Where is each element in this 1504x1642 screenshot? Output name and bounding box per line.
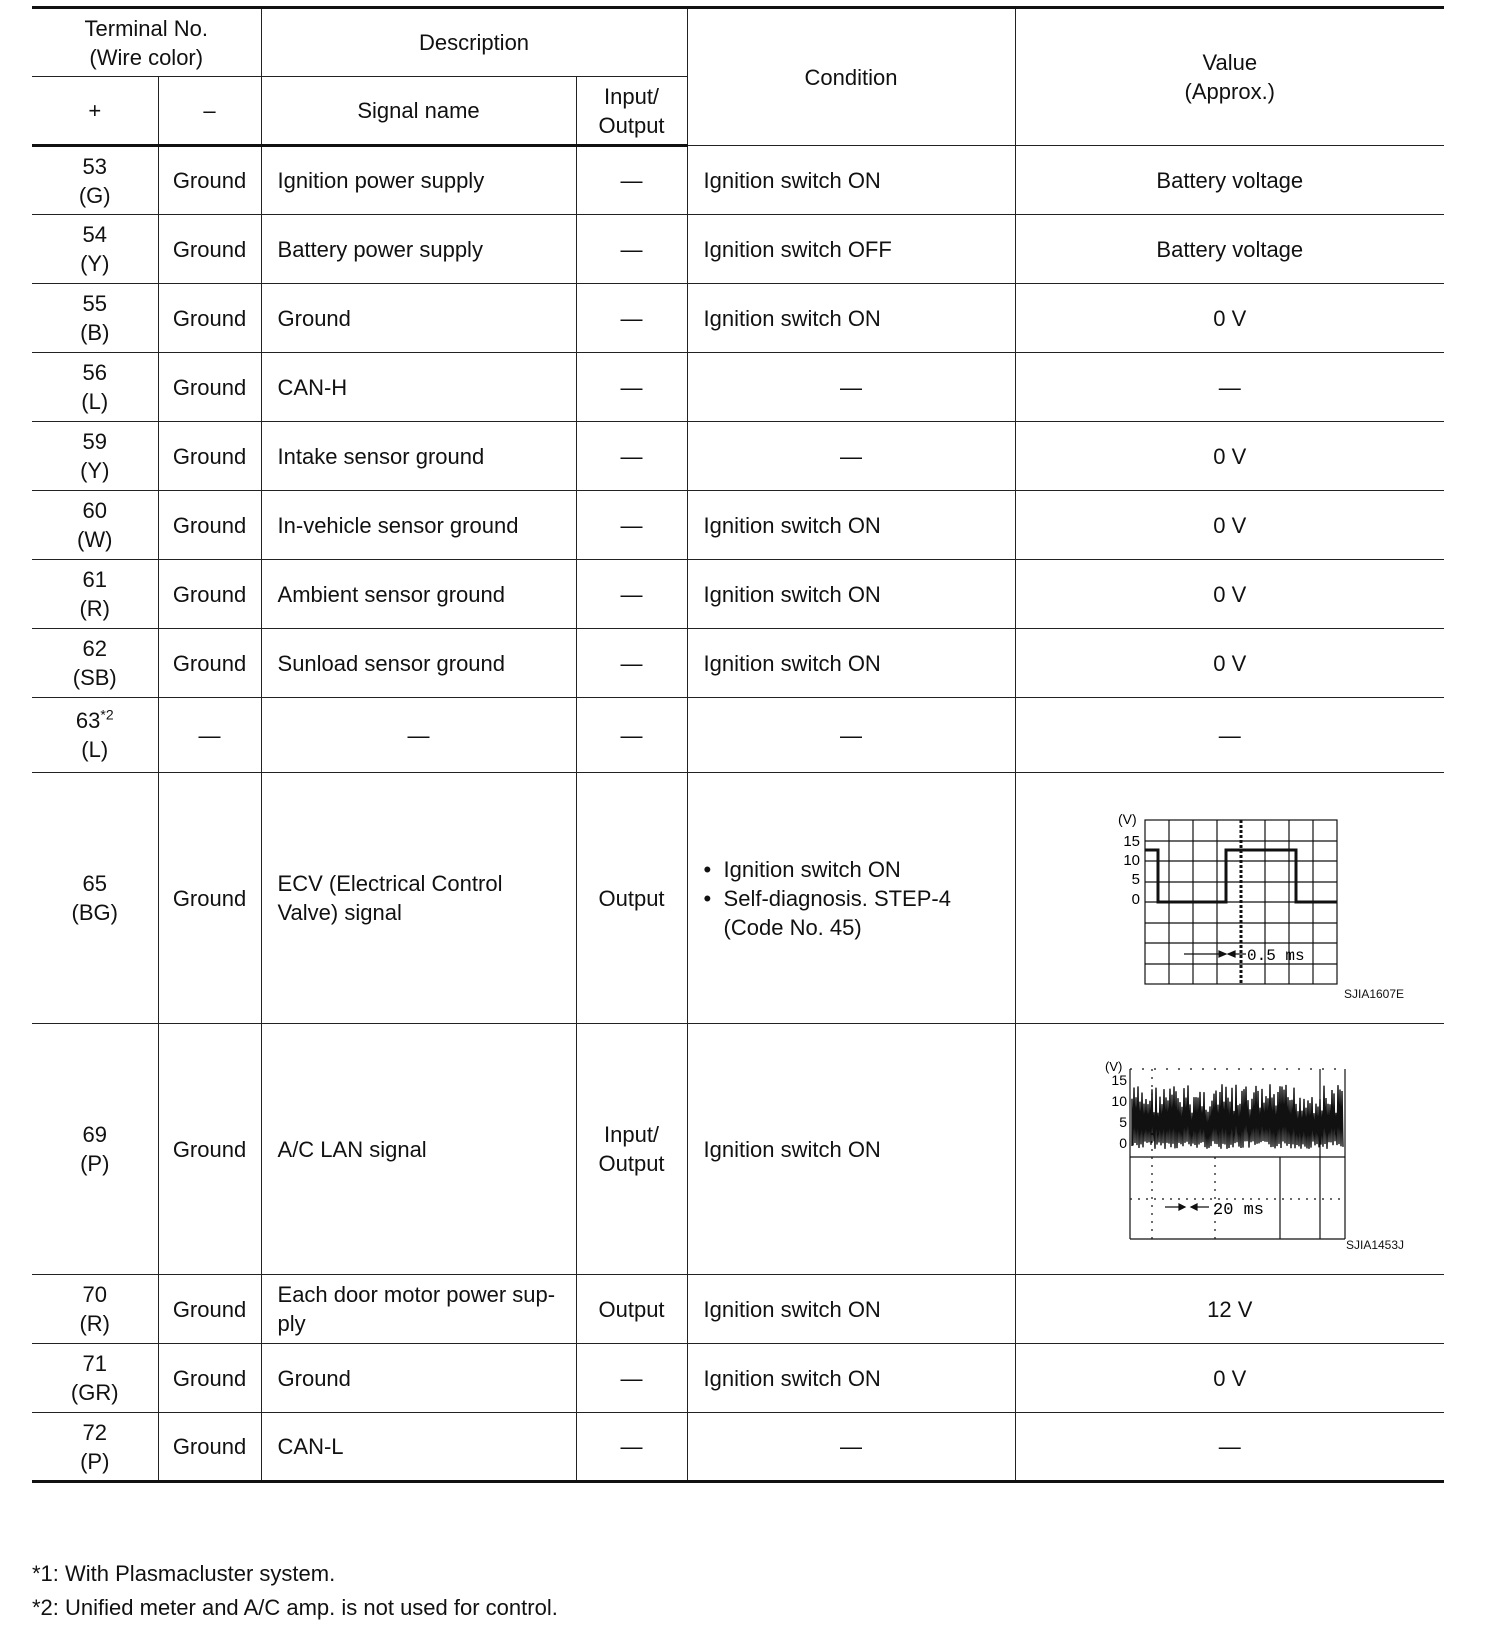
terminal-number: 53 (G) (32, 146, 158, 215)
minus-terminal: Ground (158, 560, 261, 629)
terminal-number: 70 (R) (32, 1275, 158, 1344)
table-row (32, 560, 1444, 629)
signal-name: — (261, 698, 576, 773)
header-condition: Condition (687, 8, 1015, 146)
waveform-tick: 15 (1111, 1072, 1127, 1088)
waveform-tick: 15 (1123, 833, 1140, 850)
table-row (32, 1413, 1444, 1482)
input-output: — (576, 422, 687, 491)
waveform-tick: 5 (1131, 871, 1140, 888)
waveform-tick: 5 (1118, 1114, 1127, 1130)
ac-lan-waveform-chart (1095, 1049, 1365, 1249)
terminal-number: 55 (B) (32, 284, 158, 353)
minus-terminal: Ground (158, 1344, 261, 1413)
waveform-tick: 0 (1118, 1135, 1127, 1151)
input-output: Output (576, 773, 687, 1024)
table-row (32, 1024, 1444, 1275)
table-row (32, 146, 1444, 215)
terminal-table (32, 6, 1444, 1483)
terminal-number: 59 (Y) (32, 422, 158, 491)
terminal-number: 72 (P) (32, 1413, 158, 1482)
value-waveform-cell (1015, 773, 1444, 1024)
header-plus: + (32, 77, 158, 146)
condition: Ignition switch ON (687, 629, 1015, 698)
table-row (32, 215, 1444, 284)
value: 0 V (1015, 284, 1444, 353)
header-description: Description (261, 8, 687, 77)
lan-signal-path (1132, 1084, 1343, 1149)
table-row (32, 698, 1444, 773)
input-output: — (576, 1344, 687, 1413)
condition: Ignition switch ON (687, 284, 1015, 353)
minus-terminal: Ground (158, 1413, 261, 1482)
signal-name: Ambient sensor ground (261, 560, 576, 629)
signal-name: Ground (261, 284, 576, 353)
input-output: — (576, 215, 687, 284)
signal-name: CAN-L (261, 1413, 576, 1482)
condition (687, 773, 1015, 1024)
footnotes (32, 1557, 558, 1625)
waveform-tick: 0 (1131, 891, 1140, 908)
input-output: — (576, 146, 687, 215)
value: 0 V (1015, 422, 1444, 491)
value: Battery voltage (1015, 215, 1444, 284)
minus-terminal: Ground (158, 773, 261, 1024)
header-input-output: Input/ Output (576, 77, 687, 146)
input-output: — (576, 284, 687, 353)
table-row (32, 353, 1444, 422)
value: 0 V (1015, 491, 1444, 560)
terminal-number: 69 (P) (32, 1024, 158, 1275)
minus-terminal: — (158, 698, 261, 773)
table-row (32, 284, 1444, 353)
waveform-unit: (V) (1104, 1059, 1123, 1074)
value: 0 V (1015, 629, 1444, 698)
signal-name: Intake sensor ground (261, 422, 576, 491)
signal-name: Battery power supply (261, 215, 576, 284)
input-output: Output (576, 1275, 687, 1344)
minus-terminal: Ground (158, 1275, 261, 1344)
condition: — (687, 422, 1015, 491)
terminal-number: 62 (SB) (32, 629, 158, 698)
figure-code: SJIA1607E (1343, 987, 1405, 1001)
table-row (32, 422, 1444, 491)
header-minus: – (158, 77, 261, 146)
input-output: — (576, 560, 687, 629)
header-terminal: Terminal No. (Wire color) (32, 8, 261, 77)
terminal-number: 60 (W) (32, 491, 158, 560)
condition: Ignition switch ON (687, 560, 1015, 629)
footnote-marker: *2 (100, 706, 114, 723)
value: 0 V (1015, 560, 1444, 629)
waveform-trace (1132, 1084, 1343, 1149)
terminal-number: 54 (Y) (32, 215, 158, 284)
signal-name: Sunload sensor ground (261, 629, 576, 698)
input-output: — (576, 491, 687, 560)
condition-item: • Ignition switch ON (702, 855, 1015, 884)
value: — (1015, 1413, 1444, 1482)
condition-list (688, 855, 1015, 942)
terminal-number: 65 (BG) (32, 773, 158, 1024)
signal-name: In-vehicle sensor ground (261, 491, 576, 560)
value: 12 V (1015, 1275, 1444, 1344)
condition: Ignition switch ON (687, 1275, 1015, 1344)
minus-terminal: Ground (158, 629, 261, 698)
minus-terminal: Ground (158, 353, 261, 422)
footnote: *1: With Plasmacluster system. (32, 1561, 336, 1586)
value: Battery voltage (1015, 146, 1444, 215)
value-waveform-cell (1015, 1024, 1444, 1275)
signal-name: Each door motor power sup- ply (261, 1275, 576, 1344)
input-output: — (576, 353, 687, 422)
terminal-table-sheet (32, 6, 1444, 1483)
table-row (32, 629, 1444, 698)
time-marker (1165, 1204, 1209, 1210)
ecv-waveform-chart (1100, 798, 1360, 998)
condition: Ignition switch ON (687, 491, 1015, 560)
table-row (32, 1344, 1444, 1413)
condition: Ignition switch ON (687, 146, 1015, 215)
waveform-unit: (V) (1117, 811, 1137, 827)
signal-name: A/C LAN signal (261, 1024, 576, 1275)
signal-name: Ground (261, 1344, 576, 1413)
table-row (32, 491, 1444, 560)
input-output: — (576, 1413, 687, 1482)
condition: — (687, 1413, 1015, 1482)
waveform-time-label: 0.5 ms (1246, 947, 1305, 965)
value: 0 V (1015, 1344, 1444, 1413)
table-row (32, 773, 1444, 1024)
minus-terminal: Ground (158, 422, 261, 491)
terminal-number: 71 (GR) (32, 1344, 158, 1413)
condition: Ignition switch ON (687, 1024, 1015, 1275)
signal-name: Ignition power supply (261, 146, 576, 215)
waveform-tick: 10 (1111, 1093, 1127, 1109)
minus-terminal: Ground (158, 1024, 261, 1275)
figure-code: SJIA1453J (1345, 1238, 1405, 1252)
minus-terminal: Ground (158, 491, 261, 560)
table-row (32, 1275, 1444, 1344)
value: — (1015, 353, 1444, 422)
header-value: Value (Approx.) (1015, 8, 1444, 146)
footnote: *2: Unified meter and A/C amp. is not used for control. (32, 1595, 558, 1620)
minus-terminal: Ground (158, 146, 261, 215)
terminal-number: 61 (R) (32, 560, 158, 629)
condition: — (687, 353, 1015, 422)
input-output: — (576, 629, 687, 698)
header-signal-name: Signal name (261, 77, 576, 146)
waveform-tick: 10 (1123, 852, 1140, 869)
value: — (1015, 698, 1444, 773)
terminal-number: 63$^{*2}$ (L) (32, 698, 158, 773)
minus-terminal: Ground (158, 215, 261, 284)
signal-name: CAN-H (261, 353, 576, 422)
signal-name: ECV (Electrical Control Valve) signal (261, 773, 576, 1024)
condition: Ignition switch OFF (687, 215, 1015, 284)
condition: — (687, 698, 1015, 773)
condition: Ignition switch ON (687, 1344, 1015, 1413)
minus-terminal: Ground (158, 284, 261, 353)
waveform-time-label: 20 ms (1212, 1201, 1264, 1220)
input-output: — (576, 698, 687, 773)
condition-item: • Self-diagnosis. STEP-4 (Code No. 45) (702, 884, 1015, 942)
terminal-number: 56 (L) (32, 353, 158, 422)
input-output: Input/ Output (576, 1024, 687, 1275)
